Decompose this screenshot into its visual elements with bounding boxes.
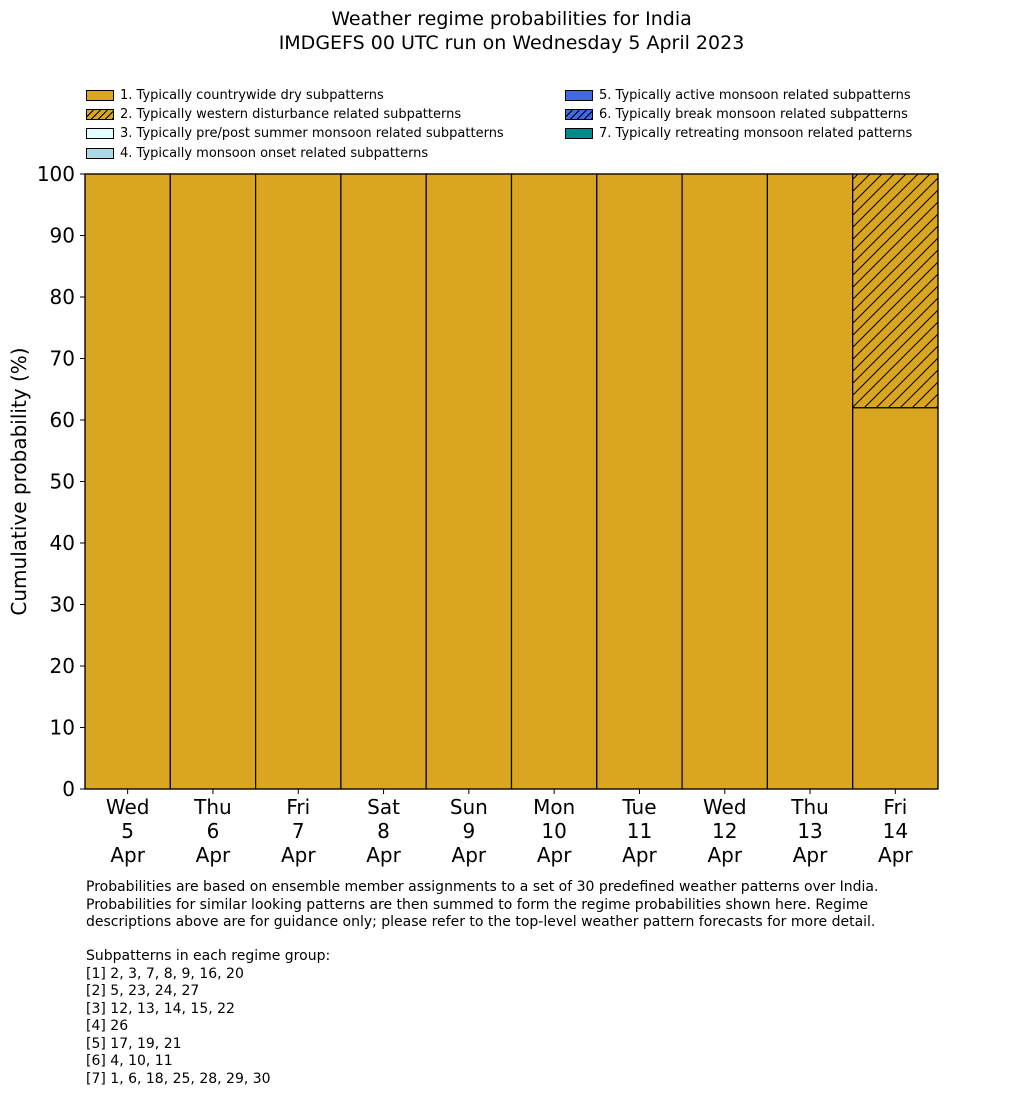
y-tick-label: 60 [49, 408, 75, 432]
y-tick-label: 10 [49, 715, 75, 740]
legend-label: 3. Typically pre/post summer monsoon related subpatterns [120, 125, 504, 141]
bar-segment [767, 174, 852, 789]
x-tick-label [703, 795, 747, 867]
subpattern-entry: [2] 5, 23, 24, 27 [86, 983, 200, 999]
x-tick-label-line: 11 [626, 819, 653, 843]
bar-segment [512, 174, 597, 789]
x-tick-label [366, 795, 401, 867]
subpattern-entry: [3] 12, 13, 14, 15, 22 [86, 1000, 235, 1017]
x-tick-label [281, 795, 316, 867]
bar-segment [85, 174, 170, 789]
x-tick-label [450, 795, 488, 867]
x-tick-label-line: Sat [367, 795, 400, 819]
x-tick-label [790, 795, 829, 867]
x-tick-label-line: Mon [533, 795, 576, 819]
x-tick-label-line: Fri [286, 795, 311, 819]
bar-segment [256, 174, 341, 789]
x-tick-label [878, 795, 913, 867]
legend-label: 7. Typically retreating monsoon related patterns [599, 125, 913, 141]
y-tick-label: 40 [49, 531, 75, 555]
y-axis-label: Cumulative probability (%) [7, 347, 31, 616]
y-tick-label: 50 [49, 469, 75, 494]
legend-label: 2. Typically western disturbance related subpatterns [120, 106, 462, 122]
x-tick-label-line: Fri [883, 795, 908, 819]
x-tick-label-line: Apr [366, 843, 401, 867]
y-tick-label: 80 [49, 285, 75, 309]
x-tick-label-line: Apr [878, 843, 913, 867]
subpattern-entry: [5] 17, 19, 21 [86, 1035, 182, 1052]
y-tick-label: 0 [62, 777, 75, 801]
footer-note: Probabilities are based on ensemble member assignments to a set of 30 predefined weather patterns over India. Probabilities for similar looking patterns are then summed to form the regime probabilities shown here. Regime descriptions above are for guidance only; please refer to the top-level weather pattern forecasts for more detail. [86, 879, 879, 930]
legend-label: 5. Typically active monsoon related subpatterns [599, 87, 911, 103]
subpattern-entry: [1] 2, 3, 7, 8, 9, 16, 20 [86, 965, 244, 982]
subpatterns-heading: Subpatterns in each regime group: [86, 948, 331, 964]
x-tick-label-line: Apr [622, 843, 657, 867]
x-tick-label-line: Sun [449, 795, 488, 819]
bar-segment [170, 174, 255, 789]
x-tick-label-line: Thu [194, 795, 232, 819]
y-tick-label: 20 [49, 654, 75, 678]
x-tick-label-line: 8 [377, 819, 390, 843]
x-tick-label-line: 6 [206, 819, 220, 843]
x-tick-label-line: Apr [707, 843, 743, 867]
x-tick-label-line: Tue [622, 795, 657, 819]
y-tick-label: 100 [36, 162, 75, 186]
x-tick-label-line: Apr [195, 843, 231, 867]
x-tick-label [621, 795, 657, 867]
y-tick-label: 90 [49, 223, 75, 248]
x-tick-label-line: 7 [291, 819, 305, 843]
bar-segment [426, 174, 511, 789]
legend-label: 6. Typically break monsoon related subpatterns [599, 106, 908, 122]
x-tick-label [533, 795, 575, 867]
y-tick-label: 70 [49, 346, 75, 371]
x-tick-label-line: 9 [462, 819, 476, 843]
bar-segment [682, 174, 767, 789]
subpattern-entry: [7] 1, 6, 18, 25, 28, 29, 30 [86, 1070, 271, 1087]
chart-title: Weather regime probabilities for India [331, 8, 692, 30]
x-tick-label [193, 795, 232, 867]
x-tick-label-line: Apr [110, 843, 145, 867]
x-tick-label-line: Apr [280, 843, 316, 867]
x-tick-label-line: Apr [792, 843, 828, 867]
chart-subtitle: IMDGEFS 00 UTC run on Wednesday 5 April 2023 [278, 32, 745, 54]
x-tick-label-line: Thu [791, 795, 829, 819]
bar-segment [853, 174, 938, 408]
x-tick-label-line: Apr [536, 843, 572, 867]
x-tick-label [106, 795, 150, 867]
x-tick-label-line: Wed [105, 795, 150, 819]
subpattern-entry: [6] 4, 10, 11 [86, 1053, 173, 1069]
x-tick-label-line: 12 [712, 819, 738, 843]
x-tick-label-line: Apr [451, 843, 487, 867]
x-tick-label-line: 10 [541, 819, 567, 843]
x-tick-label-line: 13 [797, 819, 823, 843]
subpattern-entry: [4] 26 [86, 1018, 129, 1034]
legend-label: 1. Typically countrywide dry subpatterns [120, 87, 384, 103]
legend-label: 4. Typically monsoon onset related subpatterns [120, 145, 429, 161]
bar-segment [341, 174, 426, 789]
x-tick-label-line: 5 [121, 819, 135, 843]
bar-segment [597, 174, 682, 789]
y-tick-label: 30 [49, 592, 75, 617]
bar-segment [853, 408, 938, 789]
x-tick-label-line: Wed [702, 795, 747, 819]
x-tick-label-line: 14 [882, 819, 909, 843]
